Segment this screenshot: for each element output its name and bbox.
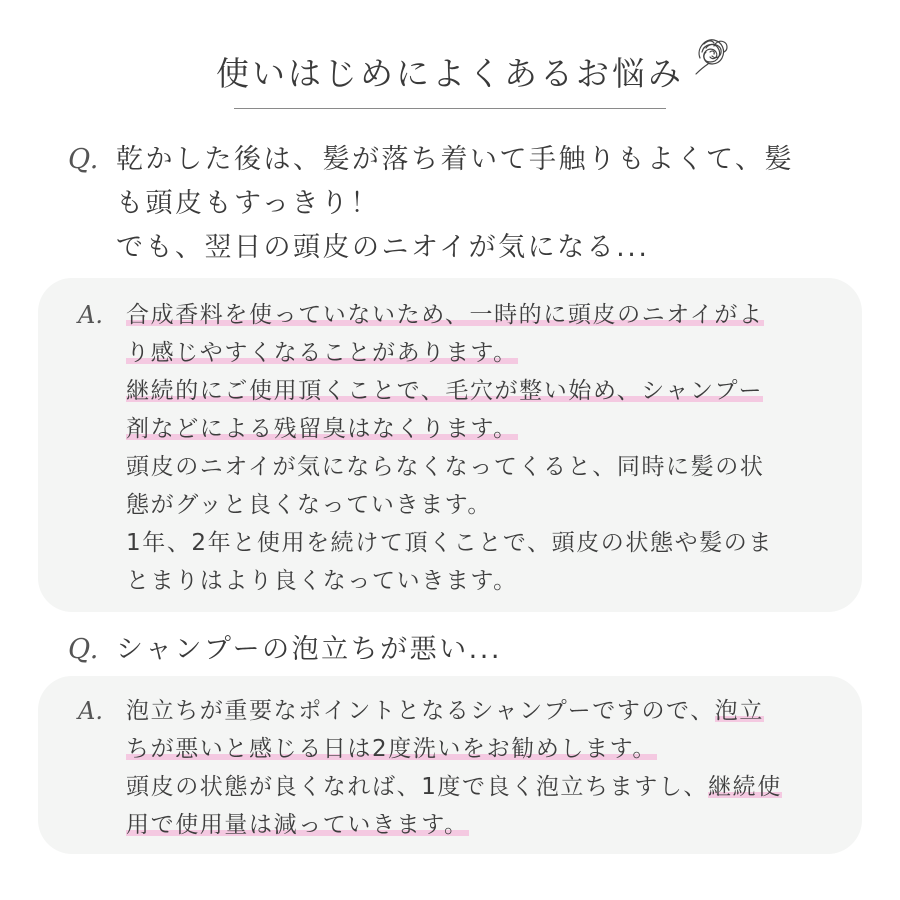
- highlighted-text: 泡立: [714, 698, 764, 724]
- question-mark: Q.: [68, 634, 100, 665]
- answer-line: [126, 410, 832, 448]
- faq-question-2: [68, 628, 848, 672]
- page-title: 使いはじめによくあるお悩み: [216, 54, 684, 93]
- answer-line: [126, 730, 832, 768]
- question-line: でも、翌日の頭皮のニオイが気になる...: [116, 232, 650, 263]
- answer-text-segment: 頭皮のニオイが気にならなくなってくると、同時に髪の状: [126, 454, 765, 480]
- answer-line: [126, 296, 832, 334]
- answer-line: [126, 692, 832, 730]
- question-text: [116, 628, 848, 672]
- highlighted-text: 継続使: [708, 774, 782, 800]
- answer-text: [126, 296, 832, 600]
- question-text: [116, 138, 848, 270]
- answer-line: [126, 486, 832, 524]
- question-line: シャンプーの泡立ちが悪い...: [116, 634, 502, 665]
- answer-mark: A.: [78, 697, 103, 725]
- highlighted-text: り感じやすくなることがあります。: [126, 340, 518, 366]
- answer-line: [126, 806, 832, 844]
- highlighted-text: 用で使用量は減っていきます。: [126, 812, 469, 838]
- hair-tangle-icon: [688, 28, 738, 78]
- answer-text-segment: とまりはより良くなっていきます。: [126, 568, 518, 594]
- faq-question-1: [68, 138, 848, 270]
- faq-answer-card-2: [38, 676, 862, 854]
- highlighted-text: ちが悪いと感じる日は2度洗いをお勧めします。: [126, 736, 657, 762]
- answer-line: [126, 562, 832, 600]
- answer-text-segment: 1年、2年と使用を続けて頂くことで、頭皮の状態や髪のま: [126, 530, 774, 556]
- answer-line: [126, 334, 832, 372]
- answer-text-segment: 態がグッと良くなっていきます。: [126, 492, 493, 518]
- question-mark: Q.: [68, 144, 100, 175]
- question-line: も頭皮もすっきり！: [116, 188, 380, 219]
- faq-answer-card-1: [38, 278, 862, 612]
- highlighted-text: 剤などによる残留臭はなくります。: [126, 416, 518, 442]
- answer-text-segment: 頭皮の状態が良くなれば、1度で良く泡立ちますし、: [126, 774, 709, 800]
- title-divider: [234, 108, 666, 109]
- answer-line: [126, 448, 832, 486]
- answer-line: [126, 372, 832, 410]
- answer-text-segment: 泡立ちが重要なポイントとなるシャンプーですので、: [126, 698, 715, 724]
- highlighted-text: 継続的にご使用頂くことで、毛穴が整い始め、シャンプー: [126, 378, 764, 404]
- answer-line: [126, 524, 832, 562]
- answer-text: [126, 692, 832, 844]
- highlighted-text: 合成香料を使っていないため、一時的に頭皮のニオイがよ: [126, 302, 764, 328]
- answer-mark: A.: [78, 301, 103, 329]
- question-line: 乾かした後は、髪が落ち着いて手触りもよくて、髪: [116, 144, 794, 175]
- answer-line: [126, 768, 832, 806]
